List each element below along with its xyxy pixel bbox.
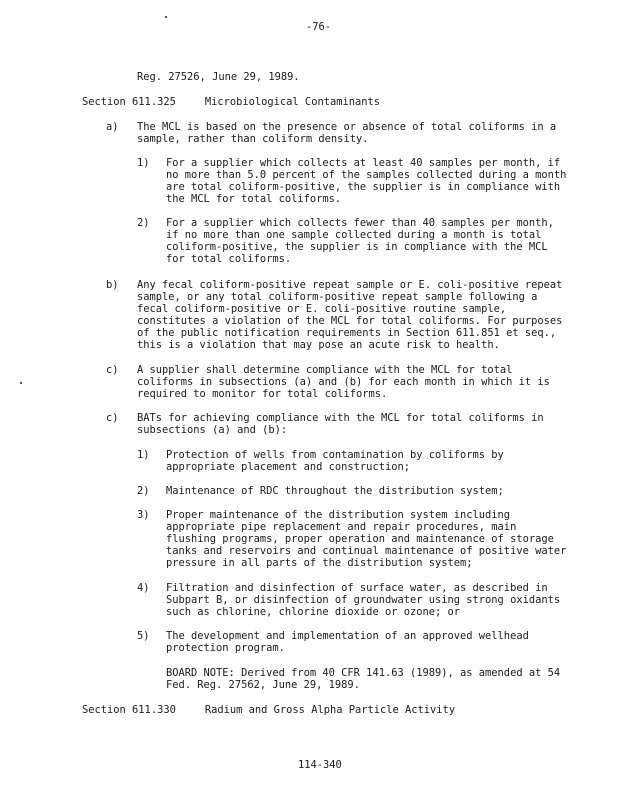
section-heading: [82, 97, 380, 109]
section-title: Microbiological Contaminants: [204, 96, 381, 108]
item-label: 2): [137, 217, 150, 229]
page-header: -76-: [306, 21, 332, 33]
subsection-label: c): [106, 364, 119, 376]
item-label: 2): [137, 485, 150, 497]
reg-citation: Reg. 27526, June 29, 1989.: [137, 71, 300, 83]
scan-speck: [20, 382, 22, 384]
item-label: 1): [137, 157, 150, 169]
section-number: Section 611.325: [82, 96, 176, 108]
item-label: 4): [137, 582, 150, 594]
item-label: 1): [137, 449, 150, 461]
scan-speck: [165, 16, 167, 18]
item-text: Protection of wells from contamination by coliforms by appropriate placement and construction;: [166, 449, 504, 473]
subsection-label: b): [106, 279, 119, 291]
item-text: Proper maintenance of the distribution system including appropriate pipe replacement and repair procedures, main flushing programs, proper operation and maintenance of storage tanks and reservoirs and continual maintenance of positive water pressure in all parts of the distribution system;: [166, 509, 567, 569]
item-label: 3): [137, 509, 150, 521]
subsection-text: Any fecal coliform-positive repeat sample or E. coli-positive repeat sample, or any total coliform-positive repeat sample following a fecal coliform-positive or E. coli-positive routine sample, constitutes a violation of the MCL for total coliforms. For purposes of the public notification requirements in Section 611.851 et seq., this is a violation that may pose an acute risk to health.: [137, 279, 563, 351]
subsection-text: A supplier shall determine compliance with the MCL for total coliforms in subsections (a) and (b) for each month in which it is required to monitor for total coliforms.: [137, 364, 550, 400]
item-text: Maintenance of RDC throughout the distribution system;: [166, 485, 504, 497]
item-text: For a supplier which collects fewer than 40 samples per month, if no more than one sample collected during a month is total coliform-positive, the supplier is in compliance with the MCL for total coliforms.: [166, 217, 554, 265]
board-note: BOARD NOTE: Derived from 40 CFR 141.63 (1989), as amended at 54 Fed. Reg. 27562, June 29, 1989.: [166, 667, 561, 691]
item-text: Filtration and disinfection of surface water, as described in Subpart B, or disinfection of groundwater using strong oxidants such as chlorine, chlorine dioxide or ozone; or: [166, 582, 561, 618]
page-footer: 114-340: [298, 759, 342, 771]
subsection-label: c): [106, 412, 119, 424]
subsection-text: The MCL is based on the presence or absence of total coliforms in a sample, rather than coliform density.: [137, 121, 557, 145]
subsection-text: BATs for achieving compliance with the MCL for total coliforms in subsections (a) and (b):: [137, 412, 544, 436]
item-label: 5): [137, 630, 150, 642]
subsection-label: a): [106, 121, 119, 133]
section-heading: [82, 705, 455, 717]
item-text: For a supplier which collects at least 40 samples per month, if no more than 5.0 percent of the samples collected during a month are total coliform-positive, the supplier is in compliance with the MCL for total coliforms.: [166, 157, 567, 205]
section-title: Radium and Gross Alpha Particle Activity: [204, 704, 456, 716]
section-number: Section 611.330: [82, 704, 176, 716]
item-text: The development and implementation of an approved wellhead protection program.: [166, 630, 529, 654]
